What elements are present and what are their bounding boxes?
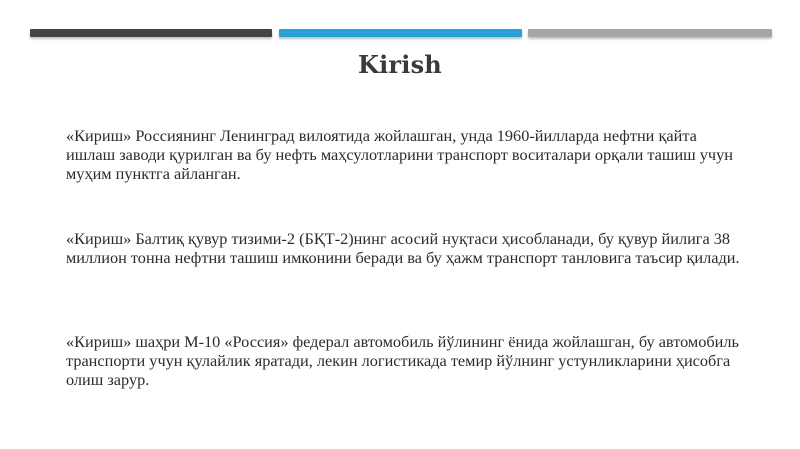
accent-bar-gray [528, 29, 772, 37]
paragraph-pipeline: «Кириш» Балтиқ қувур тизими-2 (БҚТ-2)нинг асосий нуқтаси ҳисобланади, бу қувур йилига 38 миллион тонна нефтни ташиш имконини беради ва бу ҳажм транспорт танловига таъсир қилади. [66, 229, 740, 267]
accent-bar-dark [30, 29, 272, 37]
header-accent-bars [30, 29, 772, 37]
paragraph-refinery: «Кириш» Россиянинг Ленинград вилоятида жойлашган, унда 1960-йилларда нефтни қайта ишлаш заводи қурилган ва бу нефть маҳсулотларини транспорт воситалари орқали ташиш учун муҳим пунктга айланган. [66, 126, 733, 183]
slide-title: Kirish [358, 50, 442, 79]
paragraph-highway: «Кириш» шаҳри М-10 «Россия» федерал автомобиль йўлининг ёнида жойлашган, бу автомобиль транспорти учун қулайлик яратади, лекин логистикада темир йўлнинг устунликларини ҳисобга олиш зарур. [66, 332, 739, 389]
accent-bar-blue [279, 29, 522, 37]
